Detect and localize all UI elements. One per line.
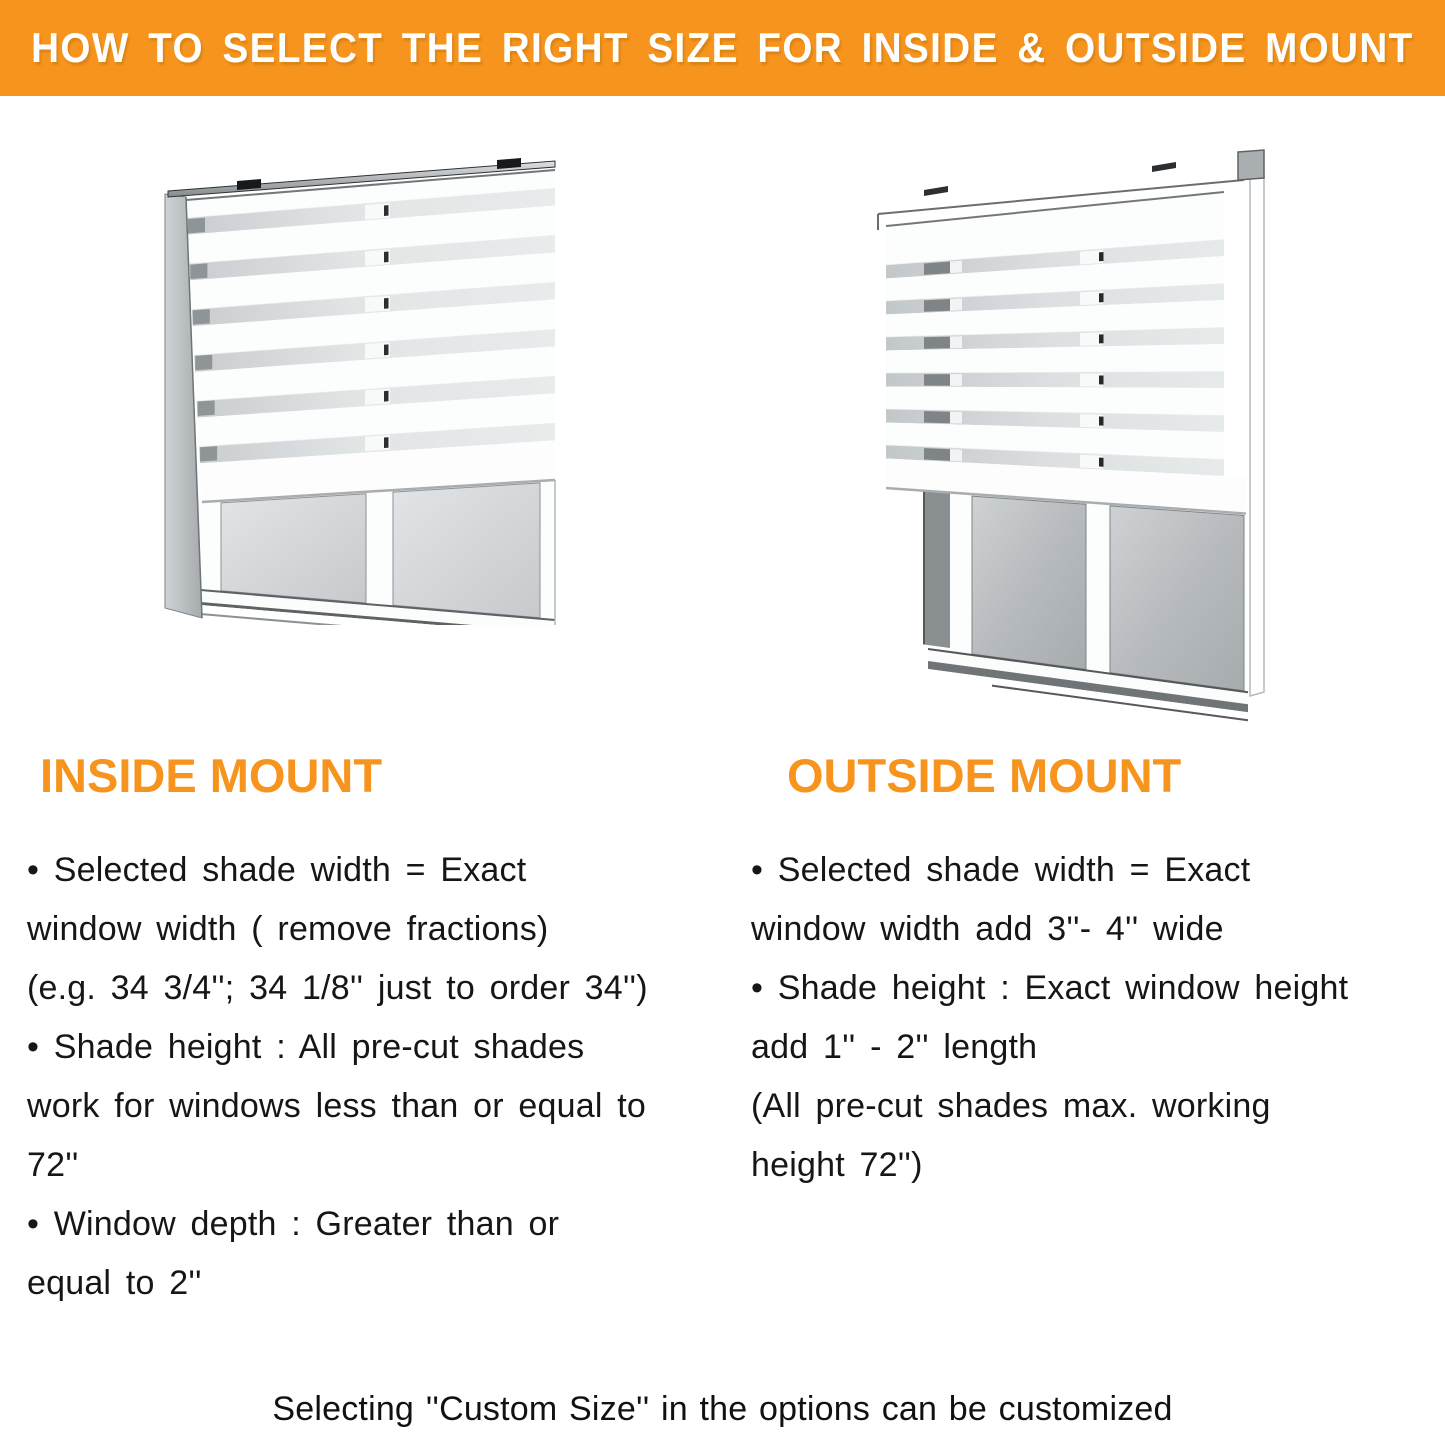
note-line: • Selected shade width = Exact [751, 851, 1251, 889]
note-line: • Window depth : Greater than or [27, 1205, 560, 1243]
outside-mount-blind-drawing [872, 140, 1280, 725]
note-line: add 1'' - 2'' length [751, 1028, 1038, 1066]
note-line: (All pre-cut shades max. working [751, 1087, 1271, 1125]
inside-mount-heading: INSIDE MOUNT [40, 749, 383, 802]
banner [0, 0, 1445, 96]
note-line: work for windows less than or equal to [27, 1087, 646, 1125]
inside-mount-notes [27, 841, 733, 1313]
note-line: height 72'') [751, 1146, 923, 1184]
inside-mount-illustration [163, 150, 558, 625]
outside-mount-notes [751, 841, 1445, 1195]
note-line: • Shade height : Exact window height [751, 969, 1349, 1007]
outside-mount-illustration [872, 140, 1280, 725]
note-line: window width ( remove fractions) [27, 910, 549, 948]
note-line: • Shade height : All pre-cut shades [27, 1028, 585, 1066]
banner-title: HOW TO SELECT THE RIGHT SIZE FOR INSIDE & OUTSIDE MOUNT [31, 24, 1414, 71]
note-line: window width add 3''- 4'' wide [751, 910, 1224, 948]
note-line: 72'' [27, 1146, 79, 1184]
note-line: equal to 2'' [27, 1264, 202, 1302]
note-line: • Selected shade width = Exact [27, 851, 527, 889]
inside-mount-blind-drawing [163, 150, 558, 625]
note-line: (e.g. 34 3/4''; 34 1/8'' just to order 34'') [27, 969, 648, 1007]
footer-note: Selecting ''Custom Size'' in the options can be customized [272, 1390, 1173, 1428]
outside-mount-heading: OUTSIDE MOUNT [787, 749, 1182, 802]
